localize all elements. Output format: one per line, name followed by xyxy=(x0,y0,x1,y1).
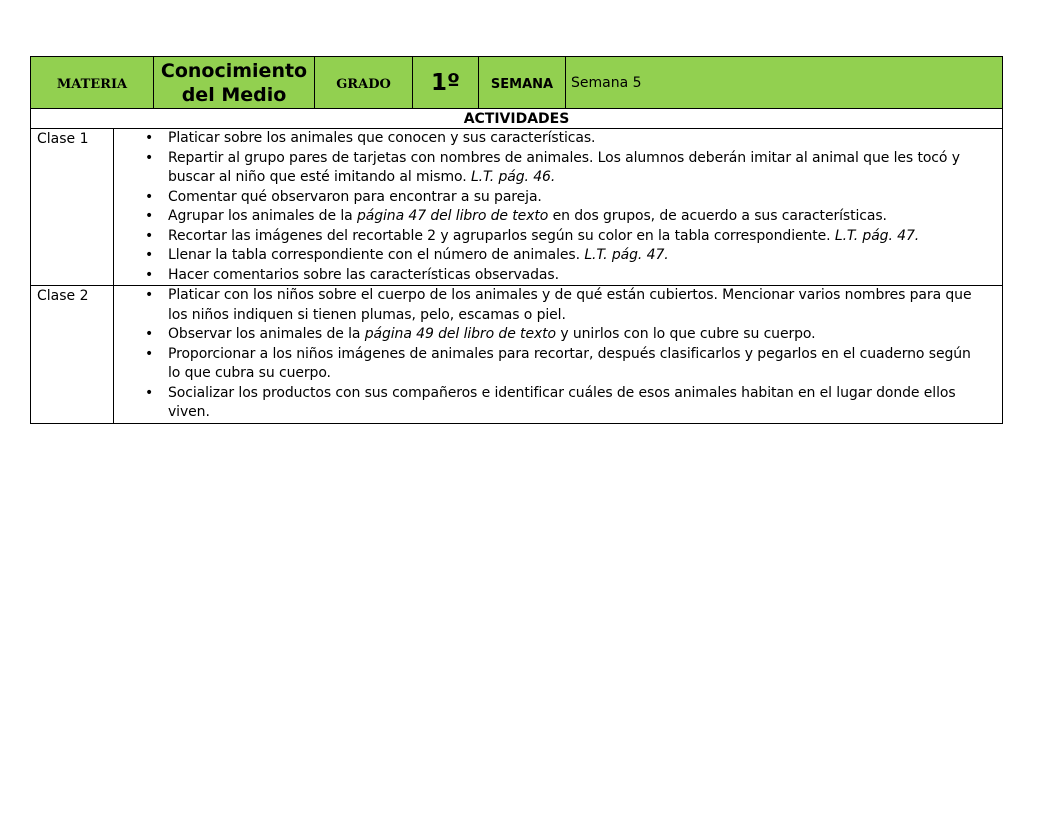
activities-title: ACTIVIDADES xyxy=(31,109,1003,129)
lesson-plan-page xyxy=(30,56,1002,424)
class-label: Clase 1 xyxy=(31,129,114,286)
list-item: • Comentar qué observaron para encontrar a su pareja. xyxy=(168,188,974,208)
header-table xyxy=(30,56,1003,109)
class-activities xyxy=(114,286,1003,424)
list-item: • Observar los animales de la página 49 del libro de texto y unirlos con lo que cubre su cuerpo. xyxy=(168,325,974,345)
semana-value-cell: Semana 5 xyxy=(566,57,1003,109)
list-item: • Recortar las imágenes del recortable 2 y agruparlos según su color en la tabla correspondiente. L.T. pág. 47. xyxy=(168,227,974,247)
class-activities xyxy=(114,129,1003,286)
grado-value-cell: 1º xyxy=(413,57,479,109)
materia-label-cell: MATERIA xyxy=(31,57,154,109)
activity-list xyxy=(114,286,1002,423)
materia-value-line1: Conocimiento xyxy=(160,59,308,82)
header-row xyxy=(31,57,1003,109)
list-item: • Socializar los productos con sus compañeros e identificar cuáles de esos animales habitan en el lugar donde ellos viven. xyxy=(168,384,974,423)
materia-value-line2: del Medio xyxy=(181,83,287,106)
list-item: • Agrupar los animales de la página 47 del libro de texto en dos grupos, de acuerdo a sus características. xyxy=(168,207,974,227)
class-label: Clase 2 xyxy=(31,286,114,424)
class-row xyxy=(31,286,1003,424)
class-row xyxy=(31,129,1003,286)
activities-table xyxy=(30,108,1003,424)
list-item: • Platicar con los niños sobre el cuerpo de los animales y de qué están cubiertos. Mencionar varios nombres para que los niños indiquen si tienen plumas, pelo, escamas o piel. xyxy=(168,286,974,325)
semana-label-cell: SEMANA xyxy=(479,57,566,109)
grado-label-cell: GRADO xyxy=(315,57,413,109)
list-item: • Hacer comentarios sobre las características observadas. xyxy=(168,266,974,286)
list-item: • Repartir al grupo pares de tarjetas con nombres de animales. Los alumnos deberán imitar al animal que les tocó y buscar al niño que esté imitando al mismo. L.T. pág. 46. xyxy=(168,149,974,188)
list-item: • Platicar sobre los animales que conocen y sus características. xyxy=(168,129,974,149)
list-item: • Proporcionar a los niños imágenes de animales para recortar, después clasificarlos y pegarlos en el cuaderno según lo que cubra su cuerpo. xyxy=(168,345,974,384)
activity-list xyxy=(114,129,1002,285)
materia-value-cell xyxy=(154,57,315,109)
list-item: • Llenar la tabla correspondiente con el número de animales. L.T. pág. 47. xyxy=(168,246,974,266)
